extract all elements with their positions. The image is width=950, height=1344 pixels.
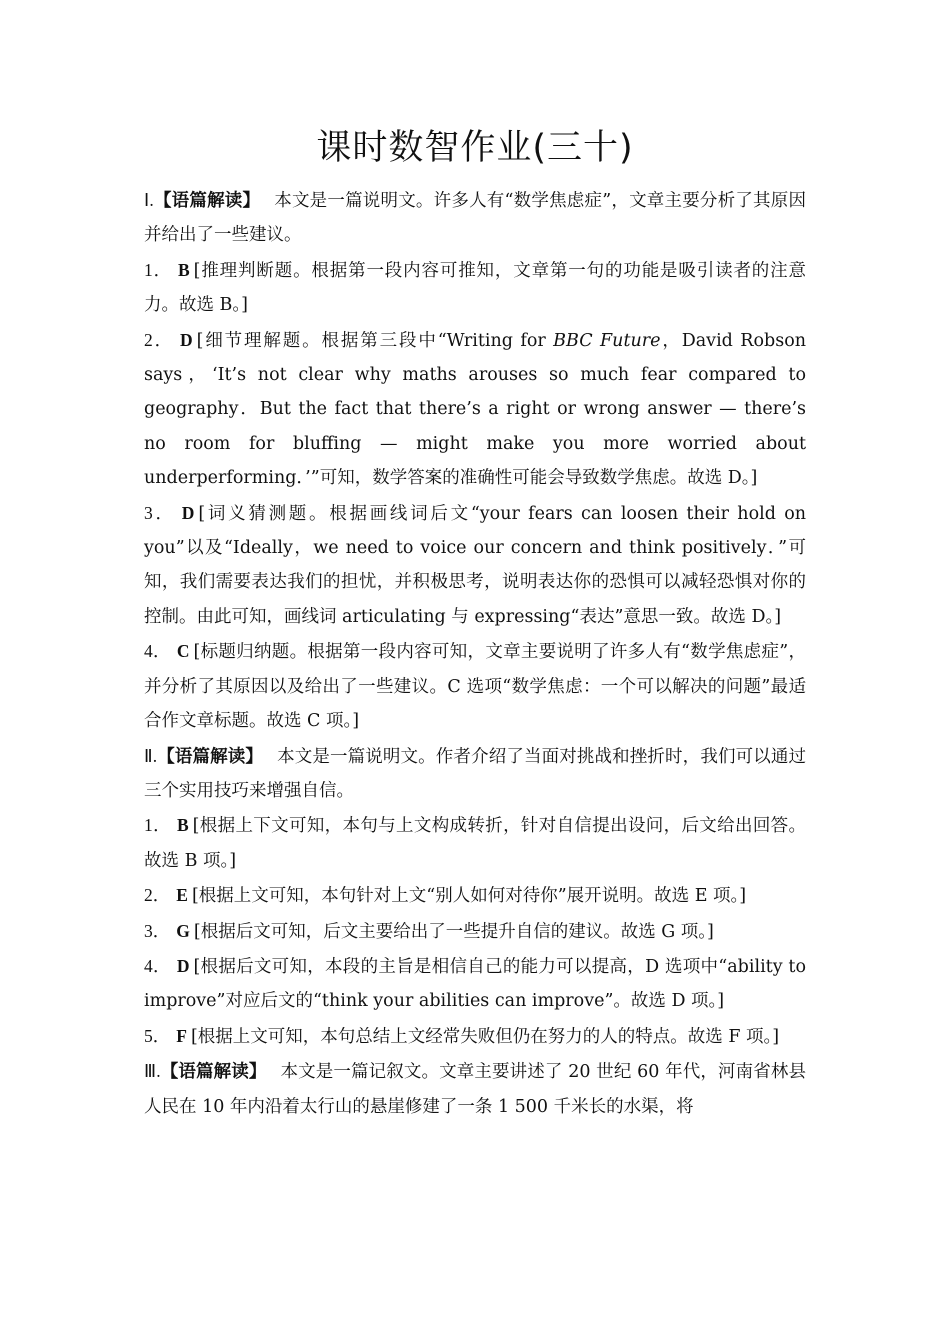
answer-letter: F (176, 1025, 187, 1046)
item-number: 3． (144, 502, 176, 523)
section-heading: 【语篇解读】 (160, 1062, 267, 1083)
answer-item (144, 323, 806, 496)
answer-letter: B (177, 259, 190, 280)
answer-item (144, 914, 806, 949)
item-number: 3． (144, 920, 171, 941)
section-heading: 【语篇解读】 (153, 191, 261, 211)
item-number: 2． (144, 329, 174, 350)
section-label: Ⅱ. (144, 745, 158, 766)
item-number: 1． (144, 815, 171, 836)
section-1-intro (144, 183, 806, 253)
answer-letter: C (176, 641, 190, 662)
item-number: 1． (144, 259, 172, 280)
section-3-intro (144, 1054, 806, 1124)
answer-explanation: [标题归纳题。根据第一段内容可知，文章主要说明了许多人有“数学焦虑症”，并分析了其原因以及给出了一些建议。C 选项“数学焦虑：一个可以解决的问题”最适合作文章标题。故选 C 项。] (144, 642, 807, 732)
answer-letter: D (176, 955, 190, 976)
item-number: 4． (144, 955, 171, 976)
answer-letter: B (176, 815, 189, 836)
item-number: 4． (144, 641, 171, 662)
section-heading: 【语篇解读】 (157, 746, 264, 767)
section-label: Ⅲ. (144, 1061, 161, 1082)
answer-letter: D (179, 329, 193, 350)
answer-letter: D (181, 502, 195, 523)
section-text: 本文是一篇说明文。许多人有“数学焦虑症”，文章主要分析了其原因并给出了一些建议。 (144, 191, 806, 246)
answer-explanation: [根据后文可知，本段的主旨是相信自己的能力可以提高，D 选项中“ability to improve”对应后文的“think your abilities can improve”。故选 D 项。] (144, 956, 806, 1012)
answer-item (144, 634, 806, 738)
section-label: Ⅰ. (144, 190, 154, 210)
answer-item (144, 496, 806, 635)
answer-explanation: [根据上文可知，本句总结上文经常失败但仍在努力的人的特点。故选 F 项。] (190, 1026, 780, 1047)
item-number: 2． (144, 885, 171, 906)
answer-letter: G (176, 920, 190, 941)
answer-letter: E (176, 885, 188, 906)
answer-explanation: [根据后文可知，后文主要给出了一些提升自信的建议。故选 G 项。] (193, 921, 714, 942)
answer-explanation: [根据上下文可知，本句与上文构成转折，针对自信提出设问，后文给出回答。故选 B 项。] (144, 816, 807, 871)
page-title: 课时数智作业(三十) (316, 128, 634, 168)
answer-item (144, 253, 806, 323)
answer-explanation-part-b: ，David Robson says，‘It’s not clear why maths arouses so much fear compared to geography．But the fact that there’s a right or wrong answer — there’s no room for bluffing — might make you more worried about underperforming．’”可知，数学答案的准确性可能会导致数学焦虑。故选 D。] (144, 330, 806, 489)
section-2-intro (144, 739, 806, 809)
answer-item (144, 949, 806, 1019)
item-number: 5． (144, 1025, 171, 1046)
section-text: 本文是一篇说明文。作者介绍了当面对挑战和挫折时，我们可以通过三个实用技巧来增强自信。 (144, 746, 806, 801)
answer-explanation-italic: BBC Future (553, 330, 661, 351)
answer-explanation: [词义猜测题。根据画线词后文“your fears can loosen their hold on you”以及“Ideally，we need to voice our concern and think positively．”可知，我们需要表达我们的担忧，并积极思考，说明表达你的恐惧可以减轻恐惧对你的控制。由此可知，画线词 articulating 与 expressing“表达”意思一致。故选 D。] (144, 503, 806, 627)
answer-explanation: [推理判断题。根据第一段内容可推知，文章第一句的功能是吸引读者的注意力。故选 B。] (144, 260, 807, 316)
answer-explanation: [根据上文可知，本句针对上文“别人如何对待你”展开说明。故选 E 项。] (191, 886, 747, 907)
answer-item (144, 1019, 806, 1054)
answer-item (144, 808, 806, 878)
answer-explanation-part-a: [细节理解题。根据第三段中“Writing for (196, 330, 554, 351)
section-text: 本文是一篇记叙文。文章主要讲述了 20 世纪 60 年代，河南省林县人民在 10 年内沿着太行山的悬崖修建了一条 1 500 千米长的水渠，将 (144, 1062, 806, 1117)
answer-item (144, 878, 806, 913)
answer-key-body (144, 183, 806, 1124)
